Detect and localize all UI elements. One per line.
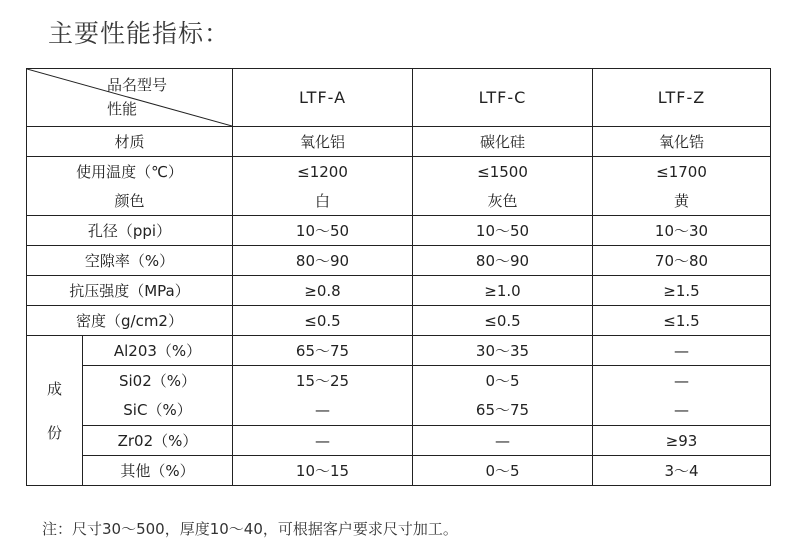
table-row <box>27 306 771 336</box>
table-cell: 0～5 <box>413 456 593 486</box>
table-cell: 黄 <box>593 187 771 216</box>
diagonal-header-cell <box>27 69 233 127</box>
row-label: 抗压强度（MPa） <box>27 276 233 306</box>
table-cell: — <box>233 426 413 456</box>
table-cell: ≤1500 <box>413 157 593 187</box>
table-row <box>27 216 771 246</box>
table-cell: 10～30 <box>593 216 771 246</box>
table-cell: 氧化锆 <box>593 127 771 157</box>
table-cell: — <box>593 366 771 396</box>
table-cell: 80～90 <box>413 246 593 276</box>
table-cell: — <box>413 426 593 456</box>
table-row <box>27 396 771 426</box>
table-cell: — <box>593 396 771 426</box>
row-label: 材质 <box>27 127 233 157</box>
table-cell: 70～80 <box>593 246 771 276</box>
row-label: Si02（%） <box>83 366 233 396</box>
performance-table <box>26 68 770 480</box>
table-row <box>27 187 771 216</box>
table-cell: 3～4 <box>593 456 771 486</box>
row-label: 空隙率（%） <box>27 246 233 276</box>
table-row <box>27 456 771 486</box>
table-cell: ≤0.5 <box>233 306 413 336</box>
row-label: 颜色 <box>27 187 233 216</box>
table-cell: ≥1.5 <box>593 276 771 306</box>
table-cell: ≥0.8 <box>233 276 413 306</box>
composition-label-cell <box>27 336 83 486</box>
footnote: 注：尺寸30～500，厚度10～40，可根据客户要求尺寸加工。 <box>42 520 458 538</box>
header-product-label: 品名型号 <box>107 76 168 94</box>
table-cell: ≥93 <box>593 426 771 456</box>
table-row <box>27 276 771 306</box>
page-title: 主要性能指标： <box>48 19 231 48</box>
table-cell: 碳化硅 <box>413 127 593 157</box>
row-label: Al203（%） <box>83 336 233 366</box>
table-cell: — <box>233 396 413 426</box>
table-row <box>27 127 771 157</box>
table-cell: 0～5 <box>413 366 593 396</box>
row-label: 使用温度（℃） <box>27 157 233 187</box>
table-row <box>27 336 771 366</box>
table-cell: ≤1700 <box>593 157 771 187</box>
table-cell: 80～90 <box>233 246 413 276</box>
column-header-ltf-z: LTF-Z <box>593 69 771 127</box>
table-cell: 30～35 <box>413 336 593 366</box>
table-cell: 10～50 <box>233 216 413 246</box>
table-cell: 65～75 <box>233 336 413 366</box>
composition-label-char-1: 成 <box>46 379 62 398</box>
header-performance-label: 性能 <box>107 100 138 118</box>
table-cell: 10～15 <box>233 456 413 486</box>
table-cell: 灰色 <box>413 187 593 216</box>
composition-label-char-2: 份 <box>46 423 62 442</box>
table-cell: 65～75 <box>413 396 593 426</box>
table-row <box>27 246 771 276</box>
row-label: SiC（%） <box>83 396 233 426</box>
row-label: Zr02（%） <box>83 426 233 456</box>
row-label: 孔径（ppi） <box>27 216 233 246</box>
table-row <box>27 157 771 187</box>
column-header-ltf-c: LTF-C <box>413 69 593 127</box>
table-row <box>27 366 771 396</box>
table-cell: ≥1.0 <box>413 276 593 306</box>
table-cell: — <box>593 336 771 366</box>
table-cell: ≤1.5 <box>593 306 771 336</box>
table-cell: 15～25 <box>233 366 413 396</box>
table-cell: 氧化铝 <box>233 127 413 157</box>
row-label: 密度（g/cm2） <box>27 306 233 336</box>
table-cell: ≤0.5 <box>413 306 593 336</box>
table-cell: 10～50 <box>413 216 593 246</box>
column-header-ltf-a: LTF-A <box>233 69 413 127</box>
table-row <box>27 426 771 456</box>
table-cell: 白 <box>233 187 413 216</box>
row-label: 其他（%） <box>83 456 233 486</box>
table-cell: ≤1200 <box>233 157 413 187</box>
